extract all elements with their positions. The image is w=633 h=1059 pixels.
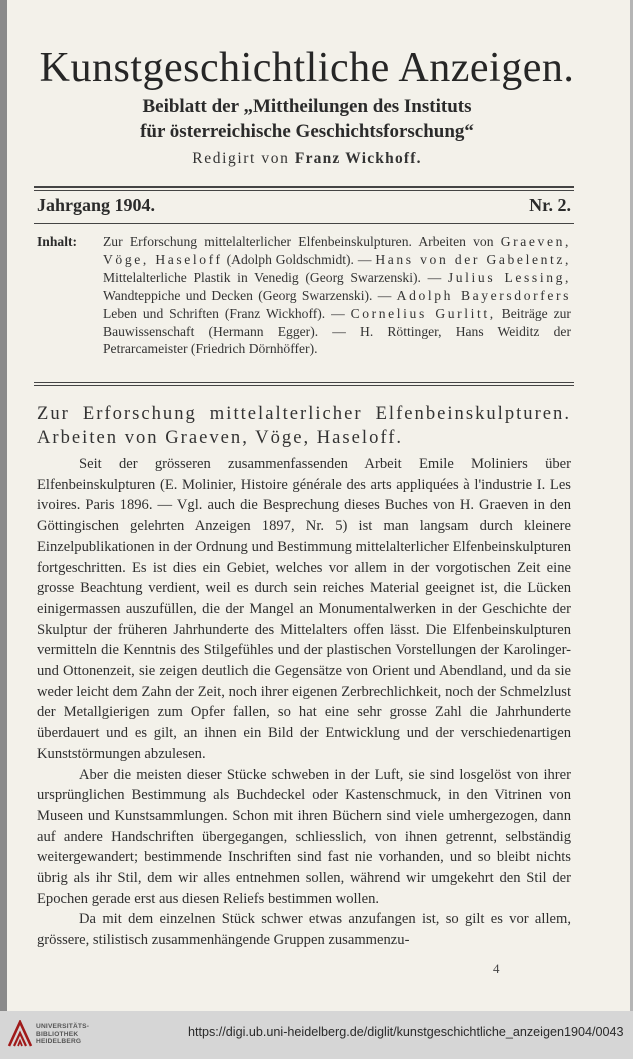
- contents-rule-1: [34, 382, 574, 383]
- issue-rule: [34, 223, 574, 224]
- contents-entries: [37, 233, 571, 358]
- table-of-contents: [37, 233, 571, 358]
- document-page: [7, 0, 630, 1011]
- editor-name: Franz Wickhoff.: [294, 150, 422, 167]
- permalink-url[interactable]: https://digi.ub.uni-heidelberg.de/diglit/kunstgeschichtliche_anzeigen1904/0043: [188, 1025, 624, 1039]
- entry1-authors: Graeven, Vöge, Haseloff: [103, 234, 571, 267]
- top-rule-thin: [34, 190, 574, 191]
- scan-edge-left: [0, 0, 7, 1011]
- issue-number: Nr. 2.: [529, 195, 571, 215]
- entry2-author: Hans von der Gabelentz,: [375, 251, 571, 267]
- editor-line: [7, 150, 607, 168]
- library-logo-text: [36, 1023, 89, 1046]
- entry6-author: H. Röttinger,: [360, 323, 442, 339]
- article-paragraph: Aber die meisten dieser Stücke schweben in der Luft, sie sind losgelöst von ihrer ursprünglichen Bestimmung als Buchdeckel oder Kastenschmuck, in den Vitrinen von Museen und Kunstsammlungen. Schon mit ihren Büchern sind viele umhergezogen, dann auf andere Handschriften übergegangen, schliesslich, von ihnen getrennt, selbständig weitergewandert; bestimmende Inschriften sind fast nie vorhanden, und so bleibt nichts übrig als ihr Stil, dem wir alles entnehmen sollen, während wir umgekehrt den Stil der Epochen gerade erst aus diesen Reliefs bestimmen wollen.: [37, 766, 571, 907]
- entry3-title: Wandteppiche und Decken (Georg Swarzenski). —: [103, 287, 392, 303]
- journal-subtitle-line1: Beiblatt der „Mittheilungen des Instituts: [142, 96, 472, 117]
- entry3-author: Julius Lessing,: [447, 269, 571, 285]
- entry6-title: Hans Weiditz der Petrarcameister (Friedrich Dörnhöffer).: [103, 323, 571, 357]
- logo-line: BIBLIOTHEK: [36, 1030, 79, 1038]
- logo-line: HEIDELBERG: [36, 1038, 82, 1046]
- entry5-title: Beiträge zur Bauwissenschaft (Hermann Egger). —: [103, 305, 571, 339]
- page-number: 4: [493, 961, 500, 976]
- entry4-title: Leben und Schriften (Franz Wickhoff). —: [103, 305, 345, 321]
- contents-rule-2: [34, 385, 574, 386]
- issue-year: Jahrgang 1904.: [37, 195, 156, 215]
- entry1-reviewer: (Adolph Goldschmidt). —: [226, 251, 372, 267]
- article-paragraph: Da mit dem einzelnen Stück schwer etwas anzufangen ist, so gilt es vor allem, grössere, stilistisch zusammenhängende Gruppen zusammenzu-: [37, 911, 571, 949]
- entry2-title: Mittelalterliche Plastik in Venedig (Georg Swarzenski). —: [103, 269, 442, 285]
- journal-title: Kunstgeschichtliche Anzeigen.: [39, 45, 575, 91]
- journal-subtitle-line2: für österreichische Geschichtsforschung“: [140, 121, 474, 142]
- editor-prefix: Redigirt von: [192, 150, 290, 167]
- logo-line: UNIVERSITÄTS-: [36, 1023, 90, 1030]
- article-body: [37, 454, 571, 951]
- article-paragraph: Seit der grösseren zusammenfassenden Arbeit Emile Moliniers über Elfenbeinskulpturen (E. Molinier, Histoire générale des arts appliquées à l'industrie I. Les ivoires. Paris 1896. — Vgl. auch die Besprechung dieses Buches von H. Graeven in den Göttingischen gelehrten Anzeigen 1897, Nr. 5) ist man langsam durch kleinere Einzelpublikationen in der Ordnung und Bestimmung mittelalterlicher Elfenbeinskulpturen fortgeschritten. Es ist dies ein Gebiet, welches vor allem in der vorgotischen Zeit eine grosse Beachtung verdient, weil es durch sein reiches Material geeignet ist, die Lücken einigermassen auszufüllen, die der Mangel an Monumentalwerken in der Geschichte der Skulptur der früheren Jahrhunderte des Mittelalters offen lässt. Die Elfenbeinskulpturen vermitteln die Kenntnis des Stilgefühles und der plastischen Vorstellungen der Karolinger- und Ottonenzeit, sie zeigen deutlich die Gegensätze von Orient und Abendland, und da sie weder leicht dem Zahn der Zeit, noch ihrer eigenen Zerbrechlichkeit, noch der Schmelzlust der Metallgierigen zum Opfer fallen, so hat eine sehr grosse Zahl die Jahrhunderte überdauert und es gilt, an ihnen ein Bild der Entwicklung und der verschiedenartigen Kunststörmungen abzulesen.: [37, 456, 571, 762]
- entry5-author: Cornelius Gurlitt,: [350, 305, 496, 321]
- entry4-author: Adolph Bayersdorfers: [396, 287, 571, 303]
- contents-label: Inhalt:: [37, 234, 78, 249]
- viewer-footer: [0, 1011, 633, 1059]
- top-rule-thick: [34, 186, 574, 188]
- library-logo-icon: [7, 1020, 33, 1048]
- article-title: Zur Erforschung mittelalterlicher Elfenbeinskulpturen. Arbeiten von Graeven, Vöge, Haseloff.: [37, 403, 571, 448]
- entry1-title: Zur Erforschung mittelalterlicher Elfenbeinskulpturen. Arbeiten von: [103, 234, 494, 249]
